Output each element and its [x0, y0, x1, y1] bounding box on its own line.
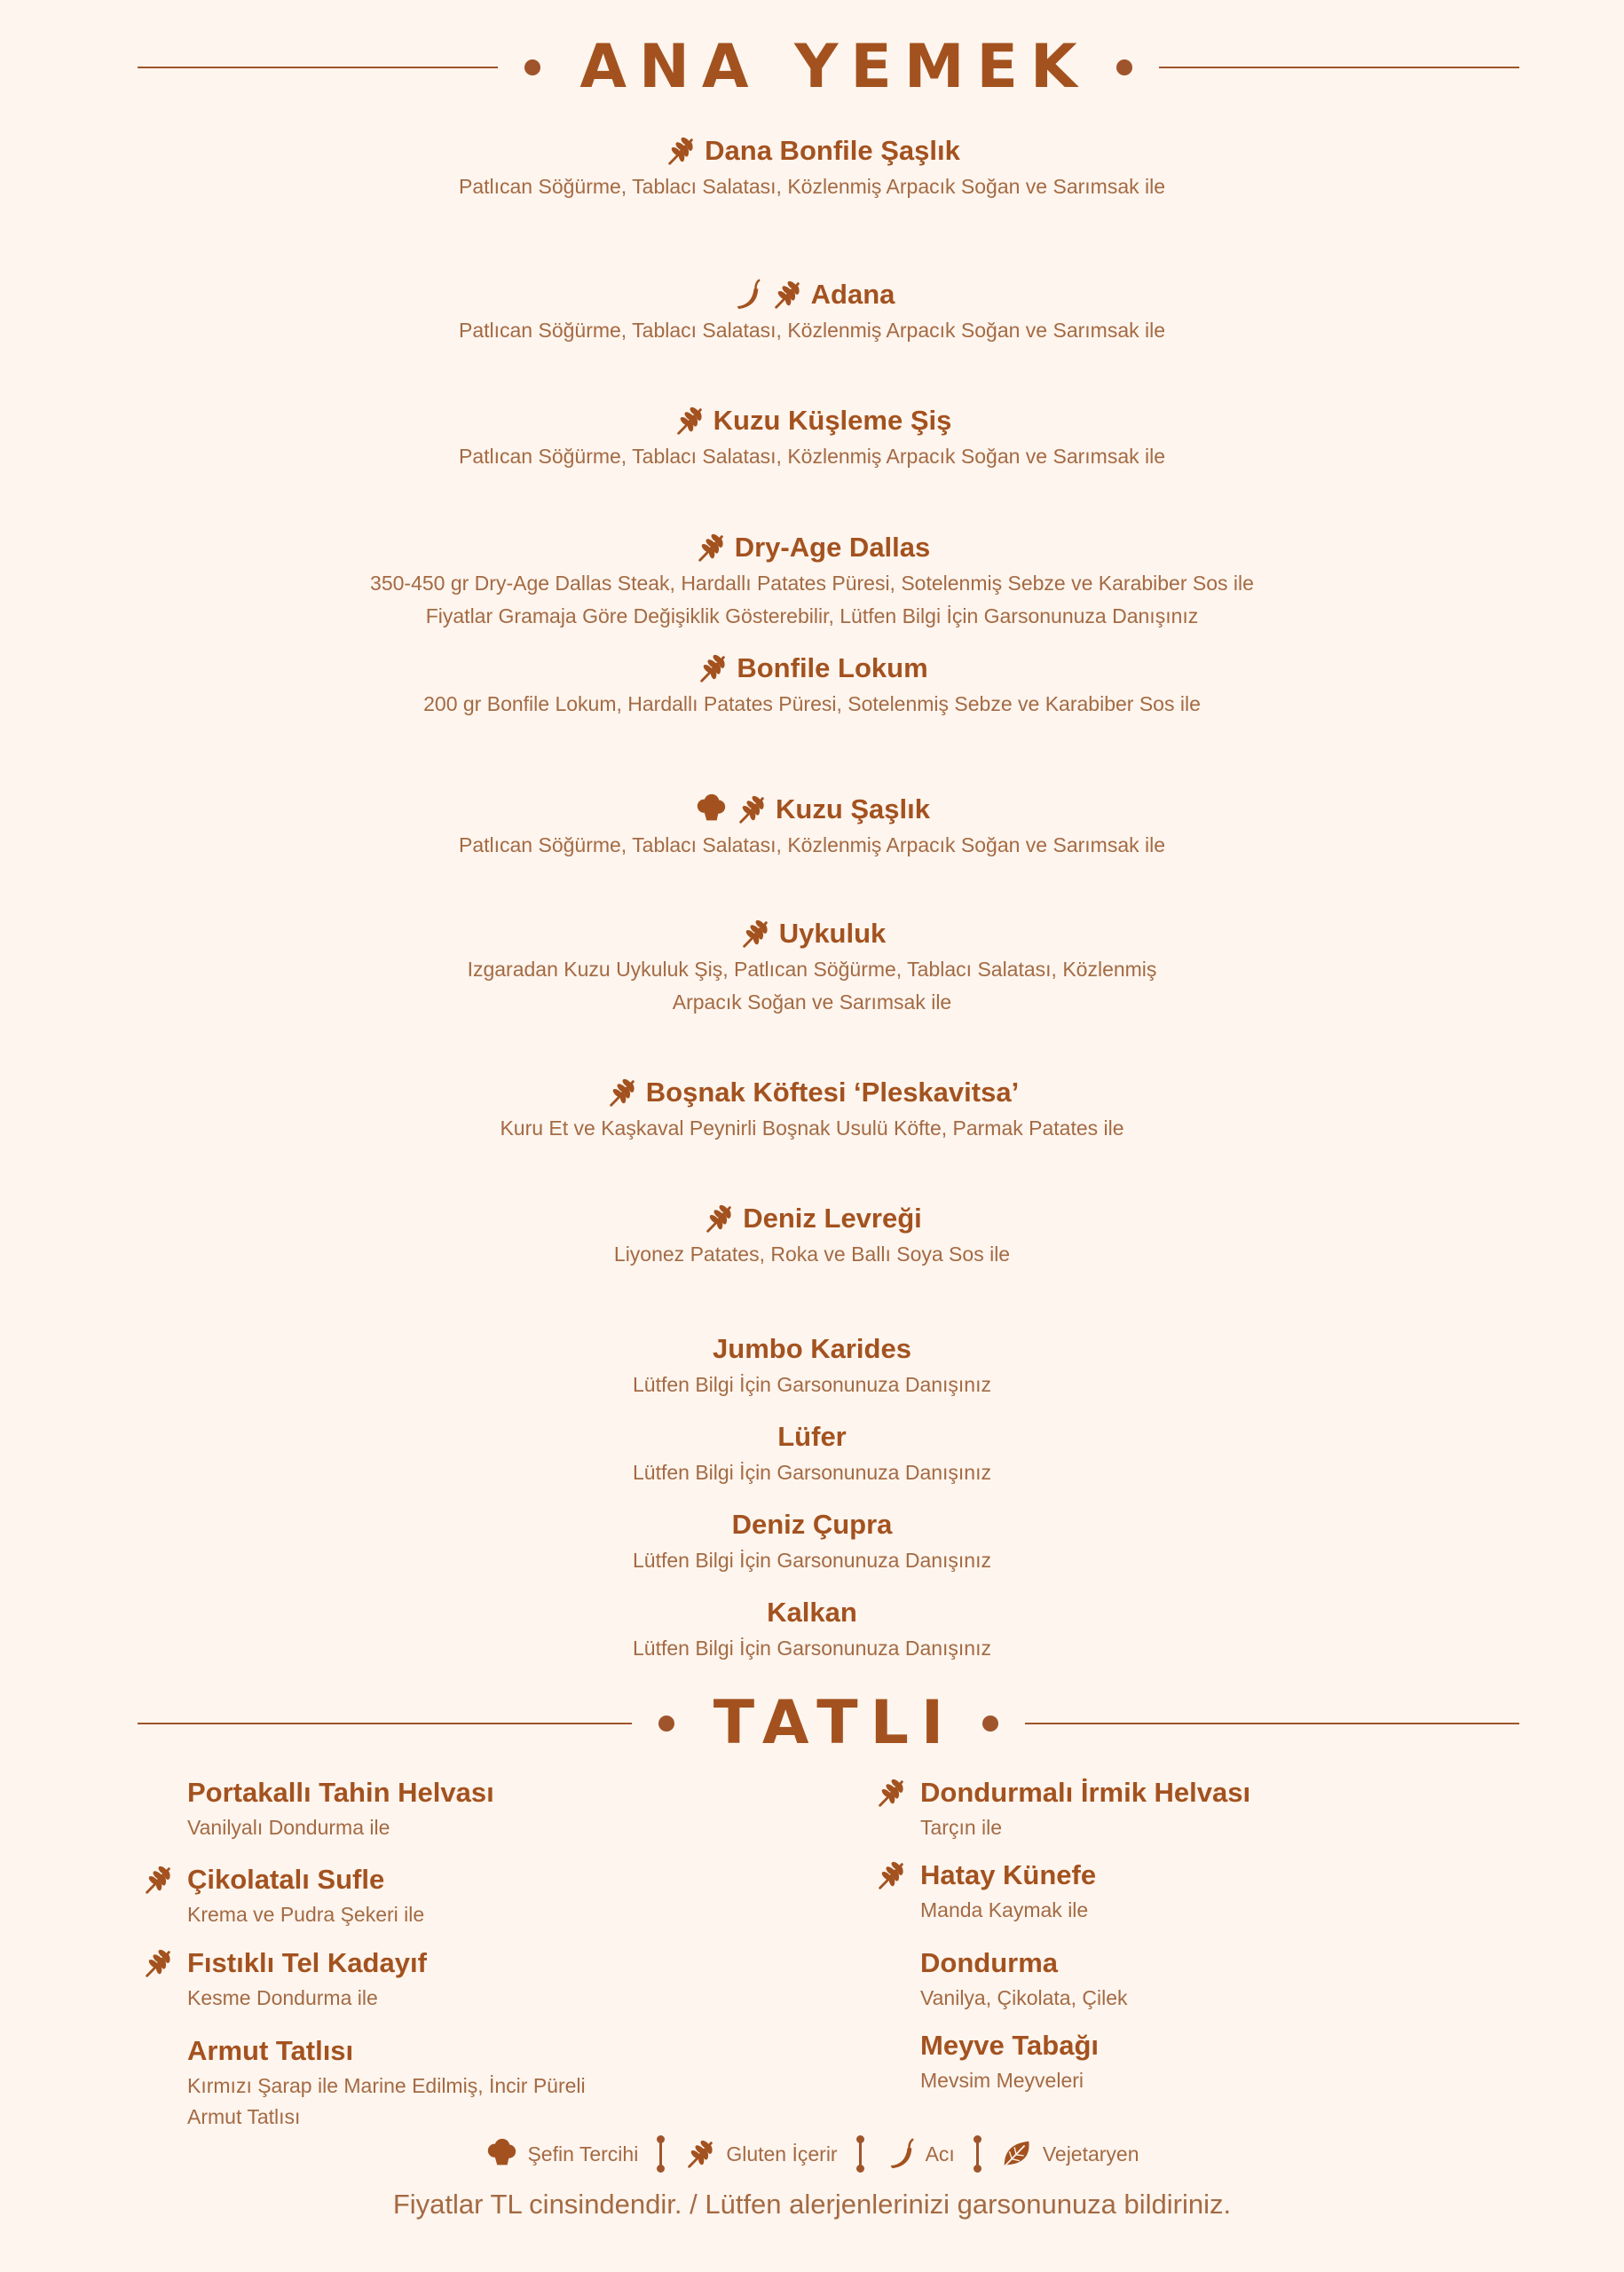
legend [0, 2123, 1624, 2185]
item-name: Armut Tatlısı [187, 2035, 354, 2066]
legend-label: Gluten İçerir [726, 2142, 838, 2166]
wheat-icon [735, 793, 769, 826]
item-description: Lütfen Bilgi İçin Garsonunuza Danışınız [632, 1461, 991, 1484]
dessert-section-header [138, 1688, 1519, 1759]
legend-label: Acı [925, 2142, 955, 2166]
item-name: Jumbo Karides [713, 1333, 911, 1364]
divider-line [1159, 67, 1519, 68]
divider-line [138, 1723, 632, 1724]
item-name-row [920, 1773, 1250, 1812]
item-name: Dondurma [920, 1947, 1058, 1978]
wheat-icon [874, 1858, 908, 1892]
item-name-row [920, 1944, 1128, 1983]
wheat-icon [694, 531, 728, 564]
item-name: Meyve Tabağı [920, 2030, 1100, 2061]
item-description: Kesme Dondurma ile [187, 1986, 378, 2009]
main-menu-item [0, 528, 1624, 633]
divider-line [1025, 1723, 1519, 1724]
main-menu-item [0, 1329, 1624, 1401]
item-name: Portakallı Tahin Helvası [187, 1777, 494, 1808]
wheat-icon [874, 1776, 908, 1810]
item-name: Fıstıklı Tel Kadayıf [187, 1947, 427, 1978]
dessert-item [920, 1944, 1128, 2014]
item-name: Kuzu Şaşlık [776, 793, 930, 824]
legend-label: Şefin Tercihi [527, 2142, 639, 2166]
main-menu-item [0, 401, 1624, 473]
item-name: Dondurmalı İrmik Helvası [920, 1777, 1251, 1808]
dessert-item [187, 2031, 586, 2133]
item-description: Kırmızı Şarap ile Marine Edilmiş, İncir Püreli [187, 2074, 586, 2097]
wheat-icon [738, 917, 772, 951]
item-name-row [187, 2031, 586, 2071]
legend-separator [859, 2139, 862, 2169]
item-description: Lütfen Bilgi İçin Garsonunuza Danışınız [632, 1549, 991, 1572]
legend-separator [976, 2139, 979, 2169]
item-name: Kalkan [767, 1597, 857, 1628]
item-name-row [920, 2026, 1099, 2065]
footer-note: Fiyatlar TL cinsindendir. / Lütfen alerjenlerinizi garsonunuza bildiriniz. [392, 2189, 1232, 2220]
item-name-row [0, 1199, 1624, 1238]
item-name-row [187, 1773, 494, 1812]
main-menu-item [0, 649, 1624, 721]
item-description: 350-450 gr Dry-Age Dallas Steak, Hardallı Patates Püresi, Sotelenmiş Sebze ve Karabiber Sos ile [370, 572, 1254, 595]
item-name-row [920, 1856, 1096, 1895]
dessert-item [187, 1860, 424, 1930]
divider-line [138, 67, 498, 68]
item-name-row [0, 649, 1624, 688]
main-section-header [138, 32, 1519, 103]
chef-hat-icon [694, 793, 728, 826]
wheat-icon [673, 404, 706, 438]
item-description: Manda Kaymak ile [920, 1898, 1089, 1921]
wheat-icon [141, 1863, 175, 1897]
main-menu-item [0, 914, 1624, 1019]
item-name-row [0, 275, 1624, 314]
divider-dot [658, 1716, 674, 1732]
main-menu-item [0, 790, 1624, 862]
item-name: Bonfile Lokum [737, 652, 928, 683]
main-menu-item [0, 1199, 1624, 1271]
dessert-section-title: TATLI [713, 1688, 957, 1758]
item-name: Adana [810, 279, 895, 310]
item-description: Patlıcan Söğürme, Tablacı Salatası, Közlenmiş Arpacık Soğan ve Sarımsak ile [458, 445, 1166, 468]
item-name-row [0, 1593, 1624, 1632]
item-description: Patlıcan Söğürme, Tablacı Salatası, Közlenmiş Arpacık Soğan ve Sarımsak ile [458, 833, 1166, 856]
item-name-row [0, 914, 1624, 953]
item-name: Dana Bonfile Şaşlık [705, 135, 960, 166]
item-name-row [187, 1944, 427, 1983]
chili-icon [729, 278, 763, 312]
item-name: Lüfer [777, 1421, 847, 1452]
item-name-row [0, 131, 1624, 170]
wheat-icon [696, 651, 729, 685]
item-name: Deniz Çupra [731, 1509, 893, 1540]
wheat-icon [770, 278, 804, 312]
item-name: Deniz Levreği [743, 1203, 922, 1234]
item-description: 200 gr Bonfile Lokum, Hardallı Patates Püresi, Sotelenmiş Sebze ve Karabiber Sos ile [423, 692, 1201, 715]
item-description: Arpacık Soğan ve Sarımsak ile [672, 990, 952, 1014]
item-description: Lütfen Bilgi İçin Garsonunuza Danışınız [632, 1637, 991, 1660]
wheat-icon [664, 134, 698, 168]
divider-dot [982, 1716, 998, 1732]
main-menu-item [0, 1417, 1624, 1489]
item-description: Vanilyalı Dondurma ile [187, 1816, 390, 1839]
main-menu-item [0, 1073, 1624, 1145]
item-description: Vanilya, Çikolata, Çilek [920, 1986, 1128, 2009]
item-name: Boşnak Köftesi ‘Pleskavitsa’ [645, 1077, 1020, 1108]
item-description: Krema ve Pudra Şekeri ile [187, 1903, 425, 1926]
main-menu-item [0, 1593, 1624, 1665]
item-description: Armut Tatlısı [187, 2105, 301, 2128]
item-name: Uykuluk [778, 918, 887, 949]
item-name-row [0, 1073, 1624, 1112]
item-name-row [0, 528, 1624, 567]
dessert-item [187, 1773, 494, 1843]
dessert-item [920, 1856, 1096, 1926]
item-name-row [0, 1329, 1624, 1369]
wheat-icon [702, 1202, 736, 1235]
item-description: Liyonez Patates, Roka ve Ballı Soya Sos ile [613, 1242, 1011, 1266]
item-name: Hatay Künefe [920, 1859, 1097, 1890]
main-menu-item [0, 275, 1624, 347]
chef-hat-icon [485, 2137, 518, 2171]
item-description: Patlıcan Söğürme, Tablacı Salatası, Közlenmiş Arpacık Soğan ve Sarımsak ile [458, 319, 1166, 342]
legend-separator [659, 2139, 662, 2169]
item-description: Izgaradan Kuzu Uykuluk Şiş, Patlıcan Söğürme, Tablacı Salatası, Közlenmiş [467, 958, 1157, 981]
wheat-icon [141, 1946, 175, 1980]
item-name-row [187, 1860, 424, 1899]
item-description: Lütfen Bilgi İçin Garsonunuza Danışınız [632, 1373, 991, 1396]
item-description: Tarçın ile [920, 1816, 1003, 1839]
item-description: Fiyatlar Gramaja Göre Değişiklik Gösterebilir, Lütfen Bilgi İçin Garsonunuza Danışınız [425, 604, 1199, 627]
leaf-icon [1000, 2137, 1034, 2171]
main-section-title: ANA YEMEK [579, 32, 1090, 102]
wheat-icon [605, 1076, 639, 1109]
divider-dot [1116, 59, 1132, 75]
item-name-row [0, 1505, 1624, 1544]
item-name-row [0, 1417, 1624, 1456]
chili-icon [883, 2137, 917, 2171]
item-description: Mevsim Meyveleri [920, 2069, 1084, 2092]
item-name: Dry-Age Dallas [734, 532, 931, 563]
item-description: Patlıcan Söğürme, Tablacı Salatası, Közlenmiş Arpacık Soğan ve Sarımsak ile [458, 175, 1166, 198]
wheat-icon [683, 2137, 717, 2171]
item-description: Kuru Et ve Kaşkaval Peynirli Boşnak Usulü Köfte, Parmak Patates ile [500, 1116, 1124, 1140]
item-name: Çikolatalı Sufle [187, 1864, 385, 1895]
item-name: Kuzu Küşleme Şiş [713, 405, 952, 436]
legend-label: Vejetaryen [1042, 2142, 1139, 2166]
item-name-row [0, 401, 1624, 440]
dessert-item [920, 2026, 1099, 2096]
dessert-item [920, 1773, 1250, 1843]
dessert-item [187, 1944, 427, 2014]
divider-dot [524, 59, 540, 75]
main-menu-item [0, 131, 1624, 203]
item-name-row [0, 790, 1624, 829]
main-menu-item [0, 1505, 1624, 1577]
